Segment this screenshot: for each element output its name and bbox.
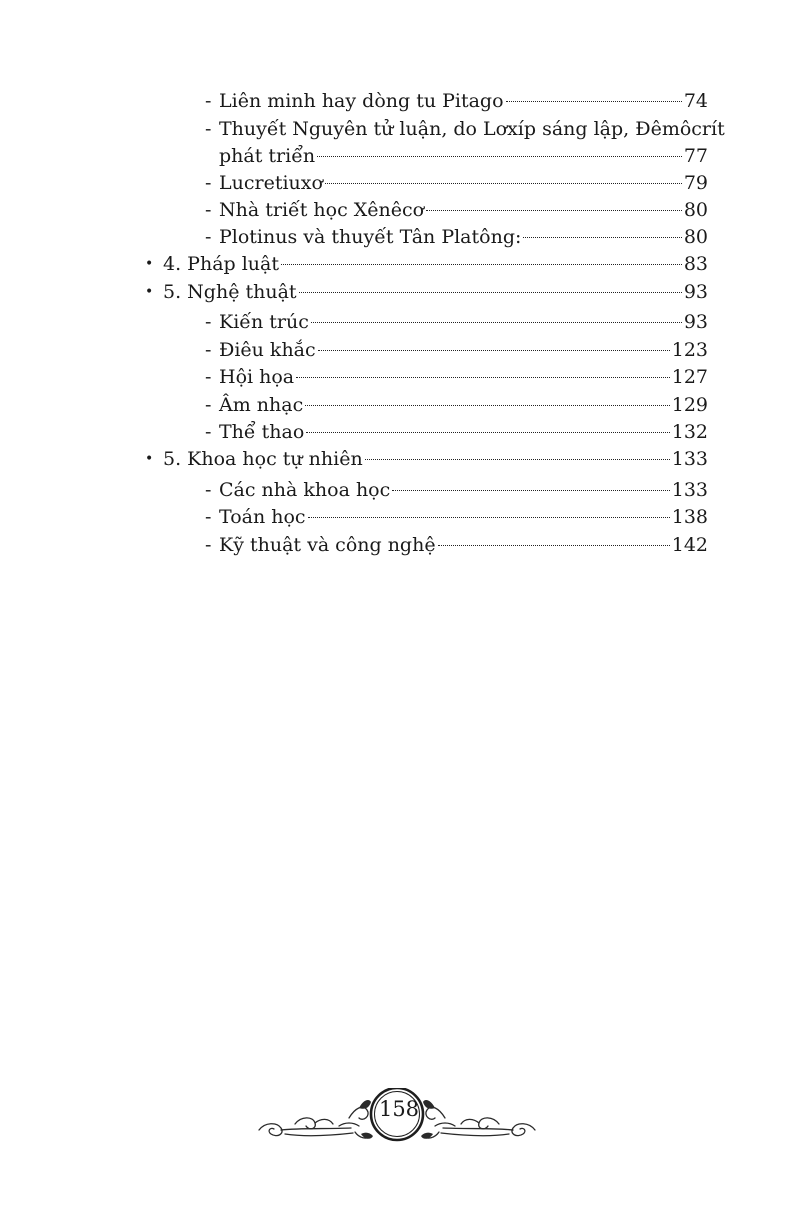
toc-entry-page: 123: [671, 339, 708, 361]
toc-entry-page: 142: [671, 534, 708, 556]
dash: -: [205, 226, 212, 248]
dash: -: [205, 90, 212, 112]
toc-entry-page: 74: [683, 90, 708, 112]
dot-leader: [306, 432, 669, 433]
toc-entry-title: Âm nhạc: [219, 394, 304, 416]
toc-entry-title: 5. Khoa học tự nhiên: [163, 448, 363, 470]
toc-entry-title: Hội họa: [219, 366, 295, 388]
dot-leader: [296, 377, 670, 378]
dot-leader: [311, 322, 682, 323]
toc-entry-title: Nhà triết học Xênêcơ: [219, 199, 425, 221]
toc-entry-title: phát triển: [219, 145, 316, 167]
dash: -: [205, 118, 212, 140]
toc-entry-page: 77: [683, 145, 708, 167]
toc-section-entry: [145, 446, 708, 473]
toc-entry-page: 129: [671, 394, 708, 416]
dash: -: [205, 479, 212, 501]
toc-entry-page: 132: [671, 421, 708, 443]
toc-entry: [205, 309, 708, 336]
toc-entry: [205, 170, 708, 197]
toc-entry-page: 127: [671, 366, 708, 388]
toc-entry: [205, 88, 708, 115]
dash: -: [205, 394, 212, 416]
toc-entry-title: 5. Nghệ thuật: [163, 281, 297, 303]
dash: -: [205, 534, 212, 556]
dash: -: [205, 199, 212, 221]
toc-entry-title: Lucretiuxơ: [219, 172, 323, 194]
toc-entry: [205, 364, 708, 391]
dash: -: [205, 339, 212, 361]
dot-leader: [308, 517, 670, 518]
page-number: 158: [378, 1097, 420, 1121]
toc-entry: [205, 197, 708, 224]
toc-entry-title: Kỹ thuật và công nghệ: [219, 534, 436, 556]
toc-entry-title: Toán học: [219, 506, 306, 528]
toc-entry: [205, 477, 708, 504]
dash: -: [205, 311, 212, 333]
dot-leader: [392, 490, 669, 491]
dash: -: [205, 506, 212, 528]
toc-entry-page: 93: [683, 281, 708, 303]
toc-entry-title: 4. Pháp luật: [163, 253, 279, 275]
dot-leader: [305, 405, 670, 406]
dot-leader: [506, 101, 682, 102]
dot-leader: [426, 210, 682, 211]
toc-section-entry: [145, 251, 708, 278]
toc-entry: [205, 116, 725, 170]
bullet: •: [145, 284, 154, 300]
dash: -: [205, 366, 212, 388]
dot-leader: [317, 156, 682, 157]
toc-entry-title: Các nhà khoa học: [219, 479, 391, 501]
dot-leader: [281, 264, 682, 265]
toc-entry-title-line1: Thuyết Nguyên tử luận, do Lơxíp sáng lập, Đêmôcrít: [219, 118, 725, 140]
dot-leader: [325, 183, 682, 184]
toc-entry-title: Liên minh hay dòng tu Pitago: [219, 90, 504, 112]
toc-entry-page: 83: [683, 253, 708, 275]
toc-entry-title: Kiến trúc: [219, 311, 309, 333]
toc-entry-page: 79: [683, 172, 708, 194]
toc-entry-page: 138: [671, 506, 708, 528]
dash: -: [205, 172, 212, 194]
toc-entry: [205, 337, 708, 364]
toc-entry-page: 80: [683, 226, 708, 248]
toc-entry-title: Plotinus và thuyết Tân Platông:: [219, 226, 522, 248]
toc-entry: [205, 392, 708, 419]
toc-section-entry: [145, 279, 708, 306]
dot-leader: [299, 292, 682, 293]
dot-leader: [365, 459, 670, 460]
toc-entry-page: 133: [671, 448, 708, 470]
bullet: •: [145, 451, 154, 467]
dot-leader: [318, 350, 670, 351]
dot-leader: [438, 545, 670, 546]
dash: -: [205, 421, 212, 443]
toc-entry: [205, 419, 708, 446]
toc-entry: [205, 532, 708, 559]
toc-entry: [205, 504, 708, 531]
toc-entry-page: 80: [683, 199, 708, 221]
toc-entry: [205, 224, 708, 251]
toc-entry-page: 93: [683, 311, 708, 333]
dot-leader: [523, 237, 681, 238]
toc-entry-title: Điêu khắc: [219, 339, 316, 361]
bullet: •: [145, 256, 154, 272]
toc-entry-page: 133: [671, 479, 708, 501]
toc-entry-title: Thể thao: [219, 421, 305, 443]
